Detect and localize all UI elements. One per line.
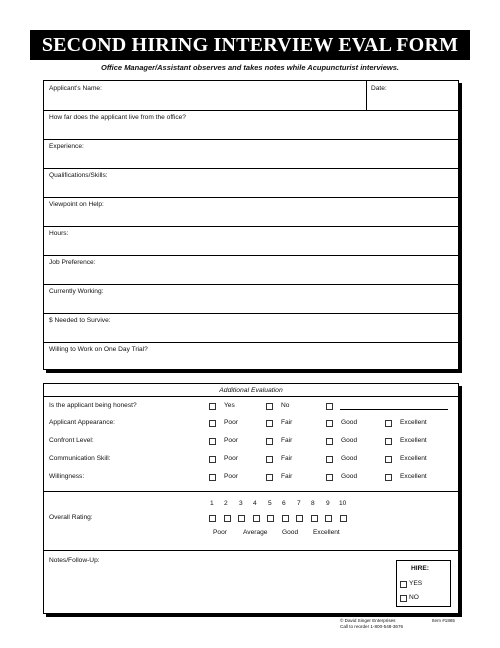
day-trial-row (44, 342, 458, 369)
heading-divider (44, 396, 458, 397)
rating-checkbox-6[interactable] (282, 515, 289, 522)
job-preference-label: Job Preference: (49, 259, 96, 266)
communication-question: Communication Skill: (49, 455, 111, 462)
distance-row (44, 110, 458, 140)
hire-label: HIRE: (411, 565, 429, 572)
rating-checkbox-7[interactable] (296, 515, 303, 522)
rating-divider-bottom (44, 550, 458, 551)
honest-other-checkbox[interactable] (326, 403, 333, 410)
rating-checkbox-3[interactable] (238, 515, 245, 522)
communication-excellent-checkbox[interactable] (385, 456, 392, 463)
notes-label: Notes/Follow-Up: (49, 557, 100, 564)
confront-good-label: Good (341, 437, 358, 444)
hire-yes-checkbox[interactable] (400, 581, 407, 588)
rating-scale-average: Average (243, 529, 268, 536)
confront-row (44, 435, 458, 447)
appearance-row (44, 417, 458, 429)
willingness-good-label: Good (341, 473, 358, 480)
hire-no-checkbox[interactable] (400, 595, 407, 602)
rating-number-9: 9 (326, 500, 330, 507)
rating-number-7: 7 (297, 500, 301, 507)
honest-yes-label: Yes (224, 402, 235, 409)
qualifications-label: Qualifications/Skills: (49, 172, 108, 179)
rating-scale-good: Good (282, 529, 299, 536)
honest-no-label: No (281, 402, 290, 409)
viewpoint-label: Viewpoint on Help: (49, 201, 104, 208)
willingness-fair-label: Fair (281, 473, 293, 480)
rating-checkbox-10[interactable] (340, 515, 347, 522)
experience-row (44, 139, 458, 169)
additional-evaluation-panel (43, 383, 459, 614)
rating-number-8: 8 (311, 500, 315, 507)
distance-label: How far does the applicant live from the office? (49, 114, 186, 121)
communication-good-checkbox[interactable] (326, 456, 333, 463)
footer-copyright: © David Singer Enterprises (340, 618, 396, 623)
appearance-poor-label: Poor (224, 419, 238, 426)
appearance-excellent-checkbox[interactable] (385, 420, 392, 427)
rating-number-4: 4 (253, 500, 257, 507)
money-needed-row (44, 313, 458, 343)
rating-number-2: 2 (224, 500, 228, 507)
honest-yes-checkbox[interactable] (209, 403, 216, 410)
experience-label: Experience: (49, 143, 84, 150)
applicant-info-panel (43, 80, 459, 370)
communication-fair-label: Fair (281, 455, 293, 462)
communication-fair-checkbox[interactable] (266, 456, 273, 463)
confront-poor-label: Poor (224, 437, 238, 444)
honest-other-line[interactable] (340, 409, 448, 410)
willingness-fair-checkbox[interactable] (266, 474, 273, 481)
rating-number-5: 5 (268, 500, 272, 507)
honest-no-checkbox[interactable] (266, 403, 273, 410)
communication-excellent-label: Excellent (400, 455, 427, 462)
applicant-name-label: Applicant's Name: (49, 85, 102, 92)
additional-evaluation-heading: Additional Evaluation (219, 387, 283, 394)
date-divider (366, 81, 367, 110)
hours-row (44, 226, 458, 256)
communication-poor-label: Poor (224, 455, 238, 462)
confront-question: Confront Level: (49, 437, 94, 444)
money-needed-label: $ Needed to Survive: (49, 317, 111, 324)
currently-working-label: Currently Working: (49, 288, 104, 295)
currently-working-row (44, 284, 458, 314)
willingness-row (44, 471, 458, 483)
footer-item-number: Item #1865 (432, 618, 455, 623)
confront-fair-checkbox[interactable] (266, 438, 273, 445)
appearance-fair-checkbox[interactable] (266, 420, 273, 427)
appearance-fair-label: Fair (281, 419, 293, 426)
appearance-question: Applicant Appearance: (49, 419, 115, 426)
rating-checkbox-5[interactable] (267, 515, 274, 522)
overall-rating-label: Overall Rating: (49, 514, 93, 521)
confront-excellent-checkbox[interactable] (385, 438, 392, 445)
rating-checkbox-9[interactable] (325, 515, 332, 522)
viewpoint-row (44, 197, 458, 227)
form-subtitle: Office Manager/Assistant observes and takes notes while Acupuncturist interviews. (100, 63, 399, 72)
rating-number-10: 10 (339, 500, 347, 507)
willingness-poor-label: Poor (224, 473, 238, 480)
willingness-poor-checkbox[interactable] (209, 474, 216, 481)
rating-number-6: 6 (282, 500, 286, 507)
communication-row (44, 453, 458, 465)
applicant-name-row (44, 81, 458, 111)
confront-poor-checkbox[interactable] (209, 438, 216, 445)
appearance-excellent-label: Excellent (400, 419, 427, 426)
honest-question: Is the applicant being honest? (49, 402, 137, 409)
day-trial-label: Willing to Work on One Day Trial? (49, 346, 148, 353)
willingness-good-checkbox[interactable] (326, 474, 333, 481)
rating-checkbox-2[interactable] (224, 515, 231, 522)
notes-area[interactable] (49, 568, 389, 608)
confront-fair-label: Fair (281, 437, 293, 444)
confront-excellent-label: Excellent (400, 437, 427, 444)
rating-checkbox-4[interactable] (253, 515, 260, 522)
hours-label: Hours: (49, 230, 69, 237)
rating-scale-poor: Poor (213, 529, 227, 536)
qualifications-row (44, 168, 458, 198)
date-label: Date: (371, 85, 387, 92)
appearance-good-label: Good (341, 419, 358, 426)
job-preference-row (44, 255, 458, 285)
appearance-poor-checkbox[interactable] (209, 420, 216, 427)
hire-box (396, 560, 451, 607)
hire-yes-label: YES (409, 580, 423, 587)
rating-checkbox-8[interactable] (311, 515, 318, 522)
overall-rating-section (44, 492, 458, 549)
form-title: SECOND HIRING INTERVIEW EVAL FORM (30, 30, 470, 60)
willingness-excellent-checkbox[interactable] (385, 474, 392, 481)
rating-number-3: 3 (239, 500, 243, 507)
rating-number-1: 1 (210, 500, 214, 507)
hire-no-label: NO (409, 594, 419, 601)
willingness-question: Willingness: (49, 473, 85, 480)
willingness-excellent-label: Excellent (400, 473, 427, 480)
honest-row (44, 400, 458, 412)
communication-poor-checkbox[interactable] (209, 456, 216, 463)
confront-good-checkbox[interactable] (326, 438, 333, 445)
appearance-good-checkbox[interactable] (326, 420, 333, 427)
rating-checkbox-1[interactable] (209, 515, 216, 522)
communication-good-label: Good (341, 455, 358, 462)
footer-reorder: Call to reorder 1-800-548-3676 (340, 624, 404, 629)
rating-scale-excellent: Excellent (313, 529, 340, 536)
